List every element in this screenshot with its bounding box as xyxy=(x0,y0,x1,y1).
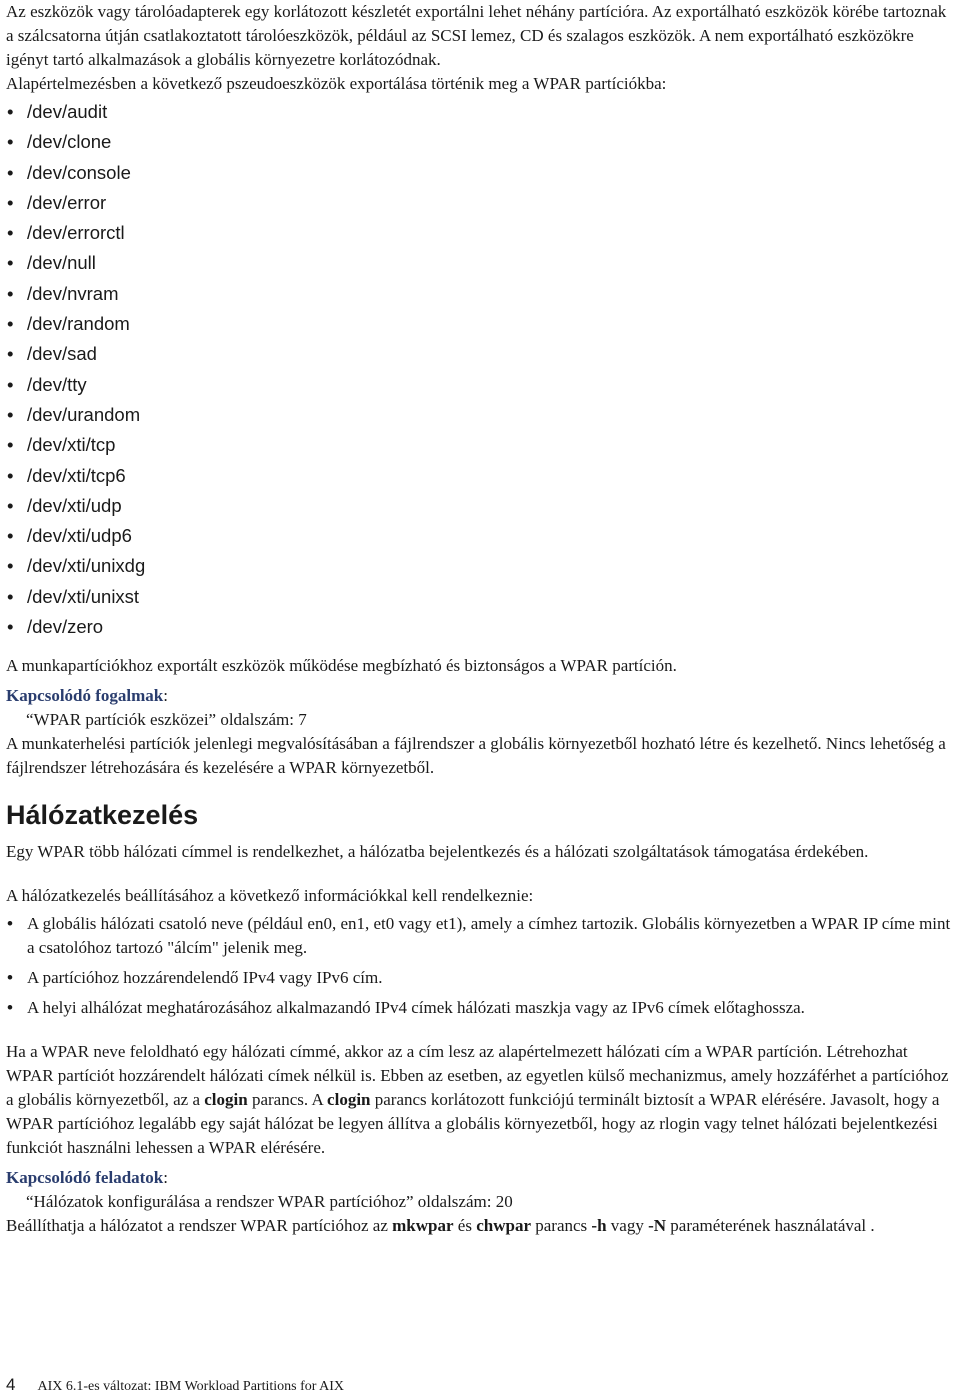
related-tasks-label: Kapcsolódó feladatok xyxy=(6,1168,164,1188)
intro-paragraph: Az eszközök vagy tárolóadapterek egy korlátozott készletét exportálni lehet néhány partícióra. Az exportálható eszközök körébe tartoznak a szálcsatorna útján csatlakoztatott tárolóeszközök, például az SCSI lemez, CD és szalagos eszközök. A nem exportálható eszközökre igényt tartó alkalmazások a globális környezetre korlátozódnak. xyxy=(6,2,947,69)
related-task-description xyxy=(6,1214,956,1238)
network-address-paragraph xyxy=(6,1040,956,1160)
flag-h: -h xyxy=(591,1216,607,1236)
device-item: • /dev/console xyxy=(6,158,956,188)
command-chwpar: chwpar xyxy=(476,1216,531,1236)
exported-devices-note: A munkapartíciókhoz exportált eszközök működése megbízható és biztonságos a WPAR partíción. xyxy=(6,656,677,676)
requirement-item: • A helyi alhálózat meghatározásához alkalmazandó IPv4 címek hálózati maszkja vagy az IPv6 címek előtaghossza. xyxy=(6,996,956,1020)
device-item: • /dev/urandom xyxy=(6,400,956,430)
device-item: • /dev/xti/unixst xyxy=(6,582,956,612)
text-segment: Beállíthatja a hálózatot a rendszer WPAR partícióhoz az xyxy=(6,1216,393,1236)
footer-title: AIX 6.1-es változat: IBM Workload Partitions for AIX xyxy=(37,1379,345,1394)
device-item: • /dev/xti/udp xyxy=(6,491,956,521)
text-segment: parancs. A xyxy=(247,1090,328,1110)
command-clogin: clogin xyxy=(204,1090,248,1110)
device-item: • /dev/audit xyxy=(6,97,956,127)
device-item: • /dev/tty xyxy=(6,370,956,400)
page-footer xyxy=(6,1376,344,1396)
text-segment: paraméterének használatával . xyxy=(666,1216,875,1236)
requirement-item: • A partícióhoz hozzárendelendő IPv4 vagy IPv6 cím. xyxy=(6,966,956,990)
related-concepts-heading xyxy=(6,684,956,708)
networking-intro: Egy WPAR több hálózati címmel is rendelkezhet, a hálózatba bejelentkezés és a hálózati szolgáltatások támogatása érdekében. xyxy=(6,842,869,862)
document-page xyxy=(6,0,956,1238)
device-item: • /dev/null xyxy=(6,248,956,278)
device-item: • /dev/xti/udp6 xyxy=(6,521,956,551)
text-segment: Ha a WPAR neve feloldható egy hálózati címmé, akkor az a cím lesz az alapértelmezett hálózati cím a WPAR partíción. Létrehozhat WPAR partíciót hozzárendelt hálózati címek nélkül is. Ebben az esetben, az egyetlen külső mechanizmus, amely hozzáférhet a partícióhoz a globális környezetből, az a xyxy=(6,1042,949,1110)
related-concept-link[interactable]: “WPAR partíciók eszközei” oldalszám: 7 xyxy=(26,710,307,730)
text-segment: vagy xyxy=(606,1216,649,1236)
flag-n: -N xyxy=(648,1216,667,1236)
requirement-item: • A globális hálózati csatoló neve (például en0, en1, et0 vagy et1), amely a címhez tartozik. Globális környezetben a WPAR IP címe mint a csatolóhoz tartozó "álcím" jelenik meg. xyxy=(6,912,956,960)
text-segment: parancs xyxy=(531,1216,592,1236)
device-item: • /dev/error xyxy=(6,188,956,218)
device-item: • /dev/errorctl xyxy=(6,218,956,248)
device-list xyxy=(6,97,956,642)
related-tasks-heading xyxy=(6,1166,956,1190)
related-task-link[interactable]: “Hálózatok konfigurálása a rendszer WPAR partícióhoz” oldalszám: 20 xyxy=(26,1192,513,1212)
device-item: • /dev/clone xyxy=(6,127,956,157)
device-item: • /dev/sad xyxy=(6,339,956,369)
device-item: • /dev/xti/unixdg xyxy=(6,551,956,581)
related-concepts-label: Kapcsolódó fogalmak xyxy=(6,686,164,706)
networking-requirements-intro: A hálózatkezelés beállításához a következő információkkal kell rendelkeznie: xyxy=(6,886,534,906)
device-item: • /dev/xti/tcp6 xyxy=(6,461,956,491)
page-number: 4 xyxy=(6,1375,16,1394)
section-heading-networking: Hálózatkezelés xyxy=(6,800,199,831)
text-segment: és xyxy=(453,1216,477,1236)
text-segment: parancs korlátozott funkciójú terminált biztosít a WPAR elérésére. Javasolt, hogy a WPAR partícióhoz legalább egy saját hálózat be legyen állítva a globális környezetből, hogy az rlogin vagy telnet hálózati bejelentkezési funkciót használni lehessen a WPAR elérésére. xyxy=(6,1090,940,1158)
device-item: • /dev/nvram xyxy=(6,279,956,309)
command-mkwpar: mkwpar xyxy=(392,1216,454,1236)
device-item: • /dev/random xyxy=(6,309,956,339)
device-item: • /dev/xti/tcp xyxy=(6,430,956,460)
related-tasks-colon: : xyxy=(163,1168,169,1188)
requirements-list xyxy=(6,912,956,1020)
default-devices-intro: Alapértelmezésben a következő pszeudoeszközök exportálása történik meg a WPAR partíciókba: xyxy=(6,74,667,93)
filesystem-paragraph: A munkaterhelési partíciók jelenlegi megvalósításában a fájlrendszer a globális környezetből hozható létre és kezelhető. Nincs lehetőség a fájlrendszer létrehozására és kezelésére a WPAR környezetből. xyxy=(6,734,946,778)
command-clogin: clogin xyxy=(327,1090,371,1110)
related-concepts-colon: : xyxy=(163,686,169,706)
device-item: • /dev/zero xyxy=(6,612,956,642)
